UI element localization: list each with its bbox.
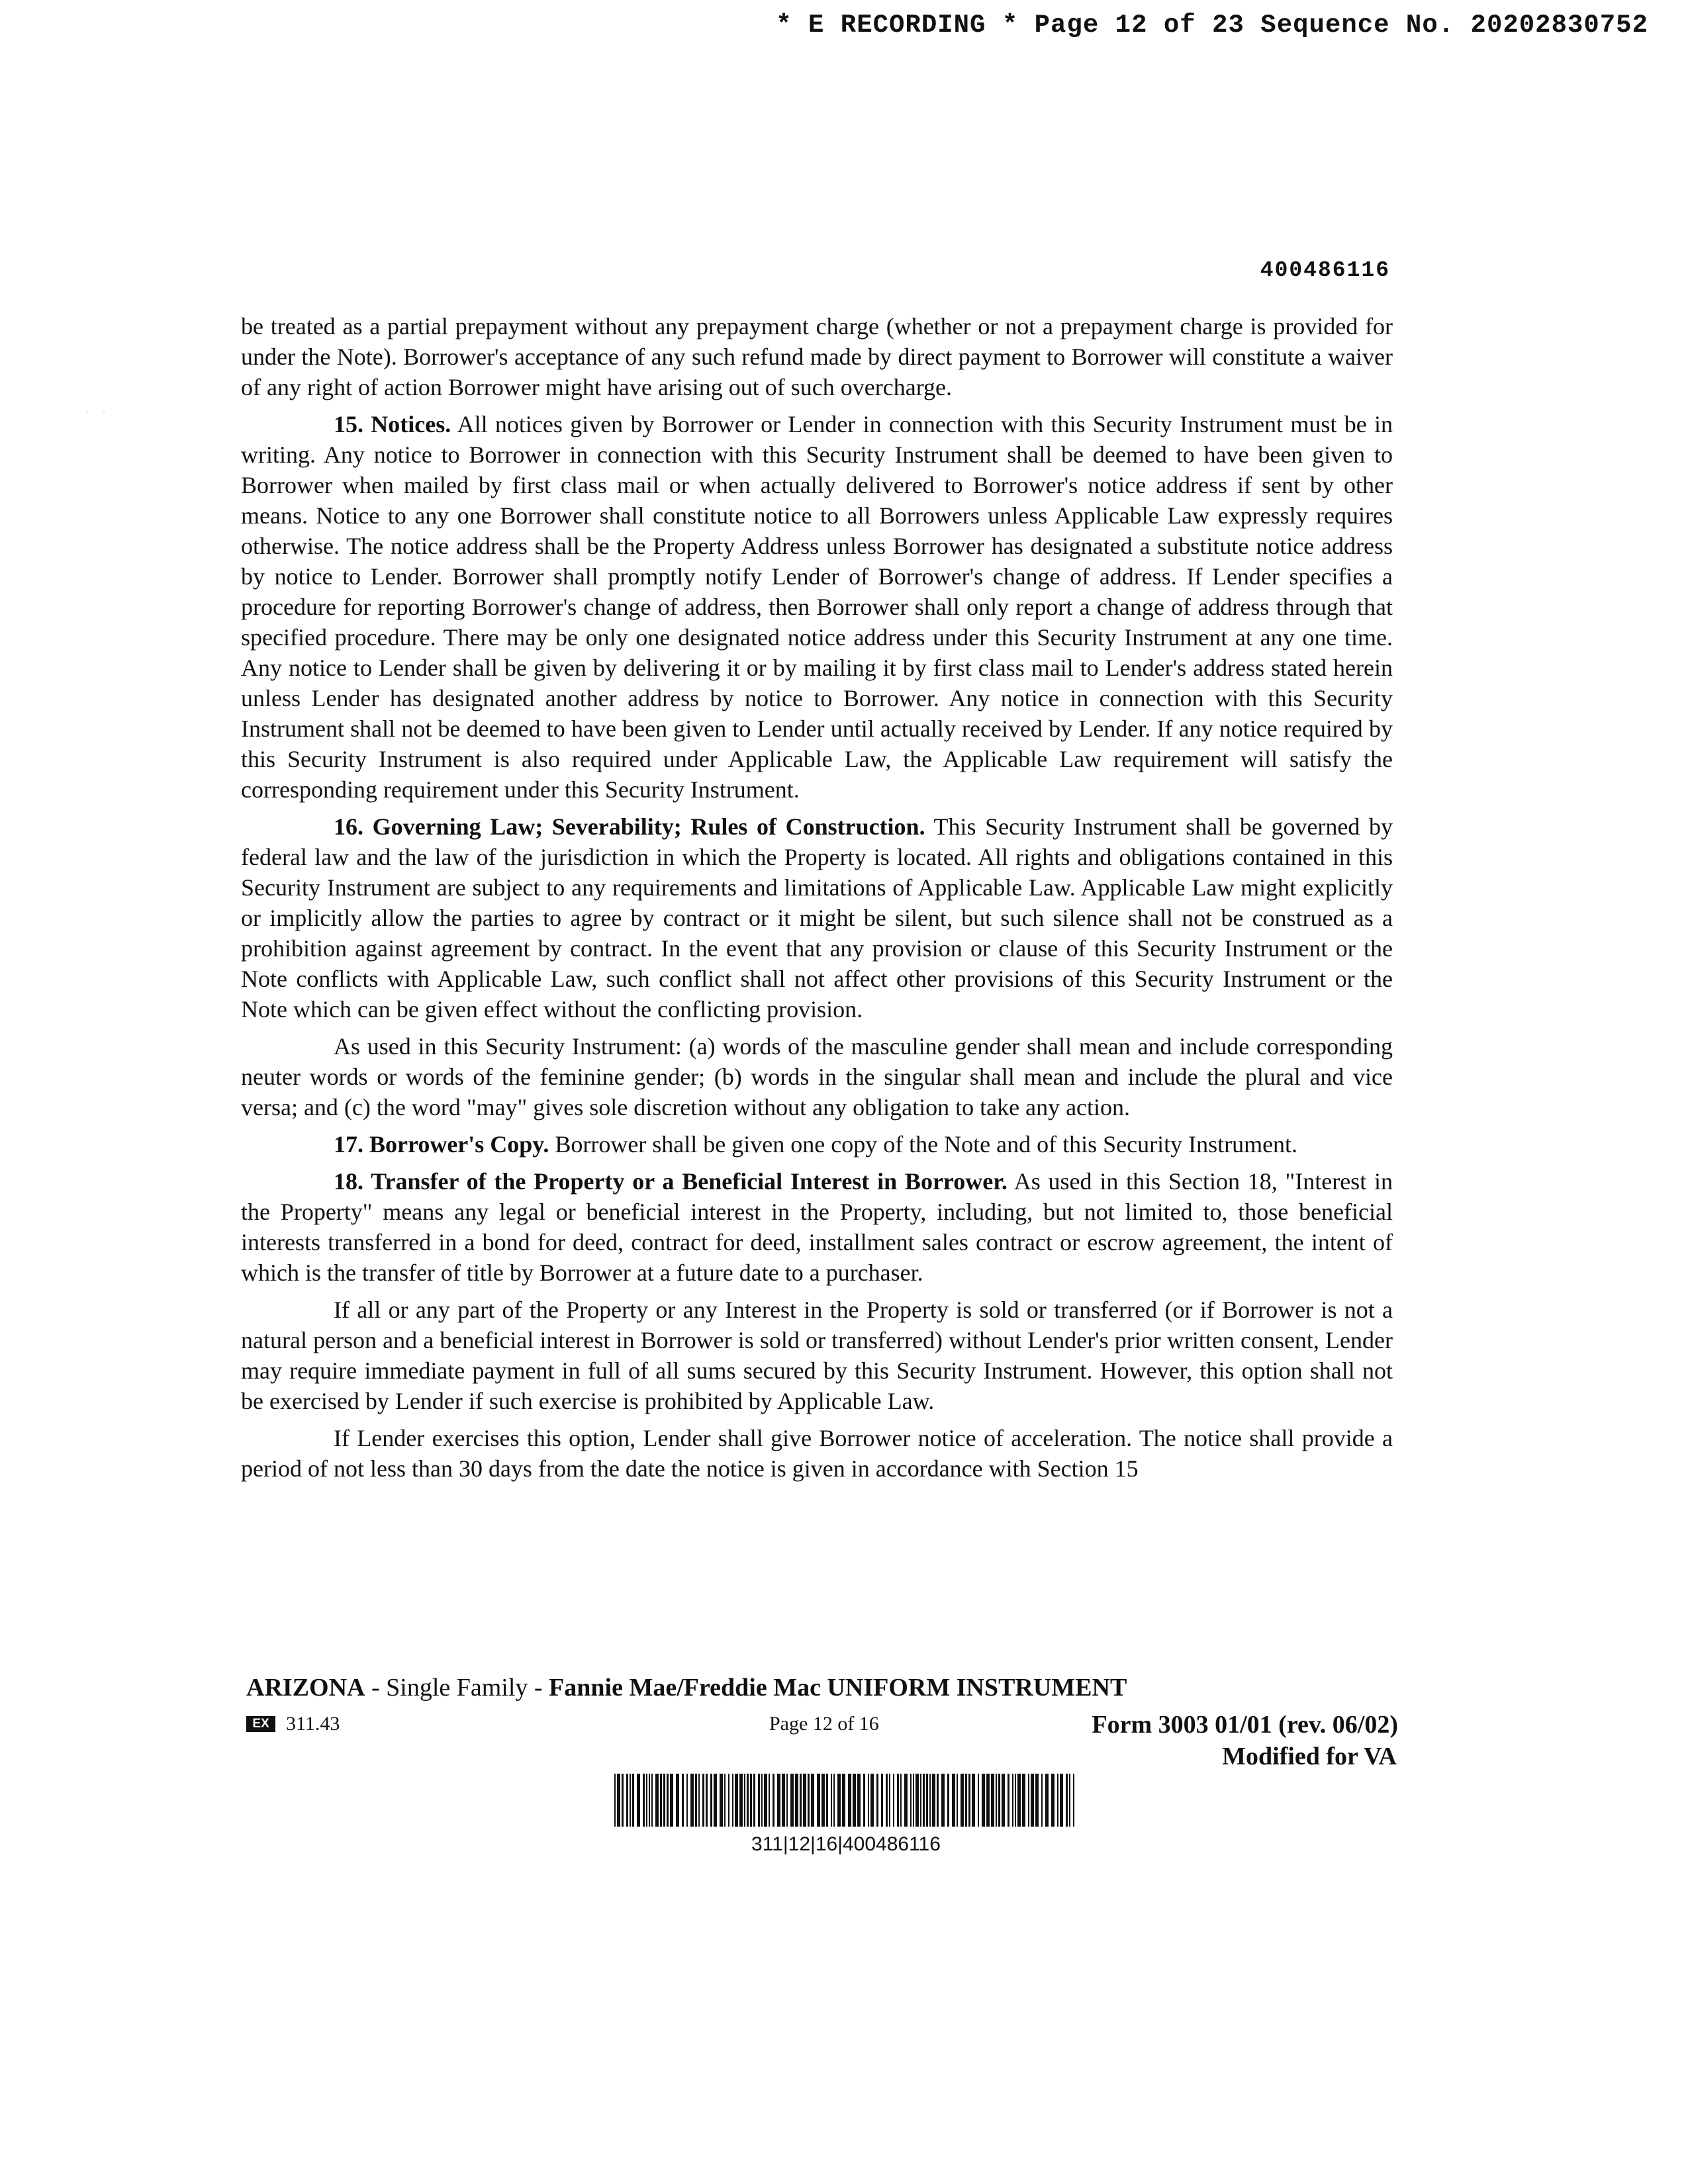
section-16-paragraph-2: As used in this Security Instrument: (a) words of the masculine gender shall mean and include corresponding neuter words or words of the feminine gender; (b) words in the singular shall mean and include the plural and vice versa; and (c) the word "may" gives sole discretion without any obligation to take any action. <box>241 1033 1393 1120</box>
section-text: All notices given by Borrower or Lender in connection with this Security Instrument must be in writing. Any notice to Borrower in connection with this Security Instrument shall be deemed to have been given to Borrower when mailed by first class mail or when actually delivered to Borrower's notice address if sent by other means. Notice to any one Borrower shall constitute notice to all Borrowers unless Applicable Law expressly requires otherwise. The notice address shall be the Property Address unless Borrower has designated a substitute notice address by notice to Lender. Borrower shall promptly notify Lender of Borrower's change of address. If Lender specifies a procedure for reporting Borrower's change of address, then Borrower shall only report a change of address through that specified procedure. There may be only one designated notice address under this Security Instrument at any one time. Any notice to Lender shall be given by delivering it or by mailing it by first class mail to Lender's address stated herein unless Lender has designated another address by notice to Borrower. Any notice in connection with this Security Instrument shall not be deemed to have been given to Lender until actually received by Lender. If any notice required by this Security Instrument is also required under Applicable Law, the Applicable Law requirement will satisfy the corresponding requirement under this Security Instrument. <box>241 411 1393 803</box>
section-18-paragraph-3: If Lender exercises this option, Lender shall give Borrower notice of acceleration. The notice shall provide a period of not less than 30 days from the date the notice is given in accordance with Section 15 <box>241 1425 1393 1482</box>
barcode-icon <box>614 1774 1078 1827</box>
footer-row <box>246 1710 1398 1743</box>
section-17-borrowers-copy <box>241 1129 1393 1160</box>
document-body <box>241 311 1393 1490</box>
section-15-notices <box>241 409 1393 805</box>
recording-header: * E RECORDING * Page 12 of 23 Sequence No. 20202830752 <box>776 11 1648 40</box>
form-code-number: 311.43 <box>286 1713 340 1735</box>
paragraph-continuation: be treated as a partial prepayment without any prepayment charge (whether or not a prepayment charge is provided for under the Note). Borrower's acceptance of any such refund made by direct payment to Borrower will constitute a waiver of any right of action Borrower might have arising out of such overcharge. <box>241 313 1393 400</box>
modified-note: Modified for VA <box>1222 1743 1397 1770</box>
section-heading: 16. Governing Law; Severability; Rules of Construction. <box>334 813 925 840</box>
footer-instrument: Fannie Mae/Freddie Mac UNIFORM INSTRUMENT <box>549 1674 1127 1702</box>
form-id: Form 3003 01/01 (rev. 06/02) <box>1092 1711 1398 1739</box>
footer-separator: - Single Family - <box>365 1674 549 1702</box>
section-heading: 15. Notices. <box>334 411 451 437</box>
form-code <box>246 1713 340 1735</box>
section-16-governing-law <box>241 811 1393 1024</box>
footer-state: ARIZONA <box>246 1674 365 1702</box>
section-text: This Security Instrument shall be governed by federal law and the law of the jurisdiction in which the Property is located. All rights and obligations contained in this Security Instrument are subject to any requirements and limitations of Applicable Law. Applicable Law might explicitly or implicitly allow the parties to agree by contract or it might be silent, but such silence shall not be construed as a prohibition against agreement by contract. In the event that any provision or clause of this Security Instrument or the Note conflicts with Applicable Law, such conflict shall not affect other provisions of this Security Instrument or the Note which can be given effect without the conflicting provision. <box>241 813 1393 1023</box>
section-heading: 17. Borrower's Copy. <box>334 1131 549 1158</box>
section-text: As used in this Section 18, "Interest in the Property" means any legal or beneficial interest in the Property, including, but not limited to, those beneficial interests transferred in a bond for deed, contract for deed, installment sales contract or escrow agreement, the intent of which is the transfer of title by Borrower at a future date to a purchaser. <box>241 1168 1393 1286</box>
section-heading: 18. Transfer of the Property or a Beneficial Interest in Borrower. <box>334 1168 1008 1195</box>
section-18-paragraph-2: If all or any part of the Property or any Interest in the Property is sold or transferred (or if Borrower is not a natural person and a beneficial interest in Borrower is sold or transferred) without Lender's prior written consent, Lender may require immediate payment in full of all sums secured by this Security Instrument. However, this option shall not be exercised by Lender if such exercise is prohibited by Applicable Law. <box>241 1297 1393 1414</box>
ex-logo-icon: EX <box>246 1716 275 1732</box>
barcode-number: 311|12|16|400486116 <box>751 1833 941 1855</box>
section-text: Borrower shall be given one copy of the Note and of this Security Instrument. <box>549 1131 1298 1158</box>
section-18-transfer <box>241 1166 1393 1288</box>
loan-number: 400486116 <box>1260 258 1390 283</box>
page-number: Page 12 of 16 <box>769 1713 879 1735</box>
footer-title <box>246 1673 1127 1702</box>
scan-specks: ·· <box>86 409 120 416</box>
